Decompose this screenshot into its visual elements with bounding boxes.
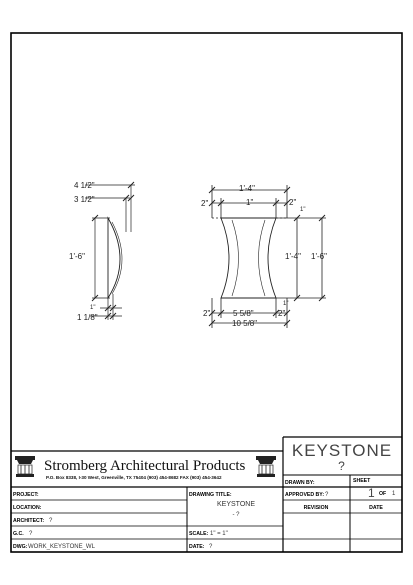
dim-label: 1"	[246, 198, 254, 207]
drawn-by-label: DRAWN BY:	[285, 480, 315, 486]
side-profile	[108, 218, 120, 298]
drawing-title-value: KEYSTONE	[217, 501, 255, 508]
dim-label: 10 5/8"	[232, 319, 258, 328]
front-inner-right	[259, 220, 266, 296]
dim-label: 2"	[289, 198, 297, 207]
part-sub: ?	[338, 459, 346, 473]
drawing-title-label: DRAWING TITLE:	[189, 492, 232, 498]
dim-label: 5 5/8"	[233, 309, 254, 318]
revision-label: REVISION	[303, 505, 329, 511]
dim-label: 1'-6"	[69, 252, 85, 261]
dim-label: 1"	[300, 207, 306, 213]
of-label: OF	[379, 491, 387, 497]
gc-value: ?	[29, 531, 33, 537]
dim-label: 1'-4"	[285, 252, 301, 261]
dim-label: 3 1/2"	[74, 195, 95, 204]
dim-label: 1"	[283, 301, 289, 307]
dim-label: 1'-6"	[311, 252, 327, 261]
date-value: ?	[209, 544, 213, 550]
front-profile	[221, 218, 276, 298]
column-logo-icon	[256, 456, 276, 477]
dwg-value: WORK_KEYSTONE_WL	[28, 544, 95, 550]
company-name: Stromberg Architectural Products	[44, 458, 246, 474]
dim-label: 4 1/2"	[74, 181, 95, 190]
scale-label: SCALE:	[189, 531, 209, 537]
front-view	[209, 185, 326, 328]
front-inner-left	[232, 220, 239, 296]
sheet-number: 1	[368, 486, 375, 500]
location-label: LOCATION:	[13, 505, 42, 511]
column-logo-icon	[15, 456, 35, 477]
revision-date-label: DATE	[369, 505, 383, 511]
dwg-label: DWG:	[13, 544, 28, 550]
part-name: KEYSTONE	[291, 441, 393, 460]
dim-label: 2"	[201, 199, 209, 208]
gc-label: G.C.	[13, 531, 24, 537]
sheet-label: SHEET	[353, 478, 371, 484]
dim-label: 1'-4"	[239, 184, 255, 193]
side-view-dims	[69, 181, 98, 322]
dim-label: 1"	[90, 305, 96, 311]
dim-label: 2"	[203, 309, 211, 318]
date-label: DATE:	[189, 544, 205, 550]
front-view-dims	[201, 184, 327, 328]
approved-by-label: APPROVED BY:	[285, 492, 325, 498]
scale-value: 1" = 1"	[210, 531, 228, 537]
drawing-title-sub: - ?	[232, 512, 240, 518]
approved-by-value: ?	[325, 492, 329, 498]
company-address: P.O. Box 8338, I-30 West, Greenville, TX 75404 (903) 454-8682 FAX (903) 454-3642	[46, 475, 222, 480]
dim-label: 2"	[278, 309, 286, 318]
architect-value: ?	[49, 518, 53, 524]
architect-label: ARCHITECT:	[13, 518, 45, 524]
project-label: PROJECT:	[13, 492, 39, 498]
side-profile-inner	[112, 222, 122, 294]
sheet-total: 1	[392, 491, 396, 497]
dim-label: 1 1/8"	[77, 313, 98, 322]
